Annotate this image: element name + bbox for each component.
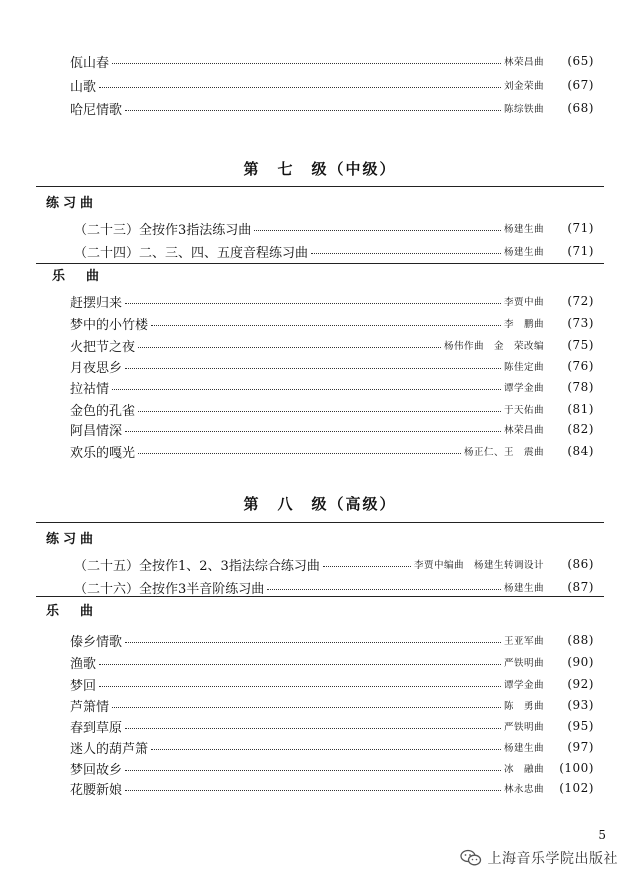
toc-entry-page: (72) <box>567 294 594 308</box>
toc-entry-page: (92) <box>567 677 594 691</box>
toc-entry-author: 陈 勇曲 <box>503 701 544 712</box>
level-7-etudes-label: 练习曲 <box>46 196 98 211</box>
toc-entry-page: (81) <box>567 402 594 416</box>
toc-entry-title: 阿昌情深 <box>70 423 123 439</box>
toc-leader-dots <box>267 588 501 590</box>
toc-entry-author: 林荣昌曲 <box>503 425 544 436</box>
toc-entry-page: (90) <box>567 655 594 669</box>
toc-entry-title: 山歌 <box>70 79 97 95</box>
toc-leader-dots <box>125 769 501 771</box>
level-8-etudes-rule <box>36 522 604 523</box>
toc-entry-author: 杨建生曲 <box>503 583 544 594</box>
toc-entry <box>70 335 594 355</box>
toc-entry <box>74 577 594 597</box>
toc-leader-dots <box>125 641 501 643</box>
toc-entry-title: 渔歌 <box>70 656 97 672</box>
toc-entry <box>70 695 594 715</box>
toc-leader-dots <box>323 565 411 567</box>
toc-entry-author: 冰 融曲 <box>503 764 544 775</box>
toc-entry <box>70 291 594 311</box>
toc-entry-title: 佤山春 <box>70 55 110 71</box>
toc-entry-author: 林永忠曲 <box>503 784 544 795</box>
toc-entry-author: 严铁明曲 <box>503 722 544 733</box>
toc-leader-dots <box>125 302 501 304</box>
toc-entry-title: 火把节之夜 <box>70 339 136 355</box>
toc-entry-author: 杨建生曲 <box>503 743 544 754</box>
toc-entry-author: 谭学金曲 <box>503 383 544 394</box>
toc-entry <box>70 419 594 439</box>
publisher-watermark <box>460 848 619 868</box>
toc-entry-title: 梦回 <box>70 678 97 694</box>
toc-entry-title: 拉祜情 <box>70 381 110 397</box>
toc-leader-dots <box>99 663 501 665</box>
toc-entry <box>74 554 594 574</box>
toc-entry-title: （二十四）二、三、四、五度音程练习曲 <box>74 245 309 261</box>
level-7-title: 第 七 级（中级） <box>243 160 397 178</box>
level-7-pieces-rule <box>36 263 604 264</box>
toc-entry-title: 花腰新娘 <box>70 782 123 798</box>
toc-entry-page: (71) <box>567 221 594 235</box>
toc-entry-author: 陈综铁曲 <box>503 104 544 115</box>
toc-leader-dots <box>151 748 501 750</box>
toc-entry-title: （二十五）全按作1、2、3指法综合练习曲 <box>74 558 320 574</box>
toc-entry-author: 杨正仁、王 震曲 <box>463 447 544 458</box>
toc-entry-author: 陈佳定曲 <box>503 362 544 373</box>
toc-leader-dots <box>138 452 461 454</box>
toc-entry <box>70 399 594 419</box>
toc-entry-page: (73) <box>567 316 594 330</box>
toc-entry <box>70 441 594 461</box>
toc-entry-title: 芦箫情 <box>70 699 110 715</box>
toc-entry-title: （二十六）全按作3半音阶练习曲 <box>74 581 265 597</box>
toc-leader-dots <box>112 388 501 390</box>
toc-entry-author: 杨伟作曲 金 荣改编 <box>443 341 544 352</box>
toc-entry-title: 金色的孔雀 <box>70 403 136 419</box>
toc-entry-author: 谭学金曲 <box>503 680 544 691</box>
toc-entry <box>70 652 594 672</box>
level-7-etudes-rule <box>36 186 604 187</box>
level-7-pieces-label: 乐 曲 <box>52 269 104 284</box>
toc-entry-page: (65) <box>567 54 594 68</box>
toc-entry-page: (87) <box>567 580 594 594</box>
level-8-pieces-label: 乐 曲 <box>46 604 98 619</box>
toc-entry-author: 王亚军曲 <box>503 636 544 647</box>
toc-entry-author: 李贾中曲 <box>503 297 544 308</box>
toc-entry-author: 李贾中编曲 杨建生转调设计 <box>413 560 544 571</box>
wechat-icon <box>460 849 482 867</box>
toc-entry-author: 杨建生曲 <box>503 247 544 258</box>
toc-entry-author: 刘金荣曲 <box>503 81 544 92</box>
toc-entry-author: 林荣昌曲 <box>503 57 544 68</box>
toc-entry <box>70 313 594 333</box>
toc-entry-page: (75) <box>567 338 594 352</box>
toc-leader-dots <box>125 727 501 729</box>
toc-entry-page: (93) <box>567 698 594 712</box>
toc-entry <box>70 674 594 694</box>
toc-entry-page: (95) <box>567 719 594 733</box>
toc-entry-title: 梦回故乡 <box>70 762 123 778</box>
toc-entry-page: (71) <box>567 244 594 258</box>
toc-leader-dots <box>138 410 501 412</box>
toc-entry-page: (76) <box>567 359 594 373</box>
toc-entry-page: (68) <box>567 101 594 115</box>
toc-entry-page: (82) <box>567 422 594 436</box>
toc-entry-page: (102) <box>559 781 594 795</box>
toc-entry <box>70 356 594 376</box>
level-8-etudes-label: 练习曲 <box>46 532 98 547</box>
page-number: 5 <box>598 828 606 842</box>
level-8-pieces-rule <box>36 596 604 597</box>
toc-leader-dots <box>125 109 501 111</box>
toc-leader-dots <box>112 62 501 64</box>
toc-leader-dots <box>99 86 501 88</box>
toc-entry-title: 赶摆归来 <box>70 295 123 311</box>
toc-entry <box>70 737 594 757</box>
toc-leader-dots <box>112 706 501 708</box>
toc-entry-author: 杨建生曲 <box>503 224 544 235</box>
toc-entry-title: 春到草原 <box>70 720 123 736</box>
toc-leader-dots <box>151 324 501 326</box>
toc-entry <box>70 98 594 118</box>
toc-leader-dots <box>125 367 501 369</box>
toc-leader-dots <box>254 229 501 231</box>
toc-entry <box>70 630 594 650</box>
toc-entry-author: 于天佑曲 <box>503 405 544 416</box>
toc-entry-page: (88) <box>567 633 594 647</box>
toc-entry-page: (97) <box>567 740 594 754</box>
toc-entry <box>70 75 594 95</box>
toc-entry-title: 欢乐的嘎光 <box>70 445 136 461</box>
toc-leader-dots <box>99 685 501 687</box>
toc-entry <box>74 218 594 238</box>
watermark-text: 上海音乐学院出版社 <box>487 851 618 867</box>
toc-leader-dots <box>125 789 501 791</box>
toc-leader-dots <box>125 430 501 432</box>
toc-entry-page: (78) <box>567 380 594 394</box>
toc-entry-author: 严铁明曲 <box>503 658 544 669</box>
toc-entry-title: 月夜思乡 <box>70 360 123 376</box>
toc-entry-title: （二十三）全按作3指法练习曲 <box>74 222 252 238</box>
toc-entry-title: 迷人的葫芦箫 <box>70 741 149 757</box>
toc-entry <box>74 241 594 261</box>
toc-entry <box>70 377 594 397</box>
toc-leader-dots <box>311 252 501 254</box>
toc-entry <box>70 778 594 798</box>
toc-entry-page: (100) <box>559 761 594 775</box>
toc-entry-page: (86) <box>567 557 594 571</box>
toc-entry <box>70 716 594 736</box>
toc-entry <box>70 758 594 778</box>
toc-entry-author: 李 鹏曲 <box>503 319 544 330</box>
toc-entry-title: 梦中的小竹楼 <box>70 317 149 333</box>
toc-entry <box>70 51 594 71</box>
toc-entry-page: (67) <box>567 78 594 92</box>
toc-entry-page: (84) <box>567 444 594 458</box>
toc-entry-title: 傣乡情歌 <box>70 634 123 650</box>
level-8-title: 第 八 级（高级） <box>243 495 397 513</box>
toc-entry-title: 哈尼情歌 <box>70 102 123 118</box>
toc-leader-dots <box>138 346 441 348</box>
